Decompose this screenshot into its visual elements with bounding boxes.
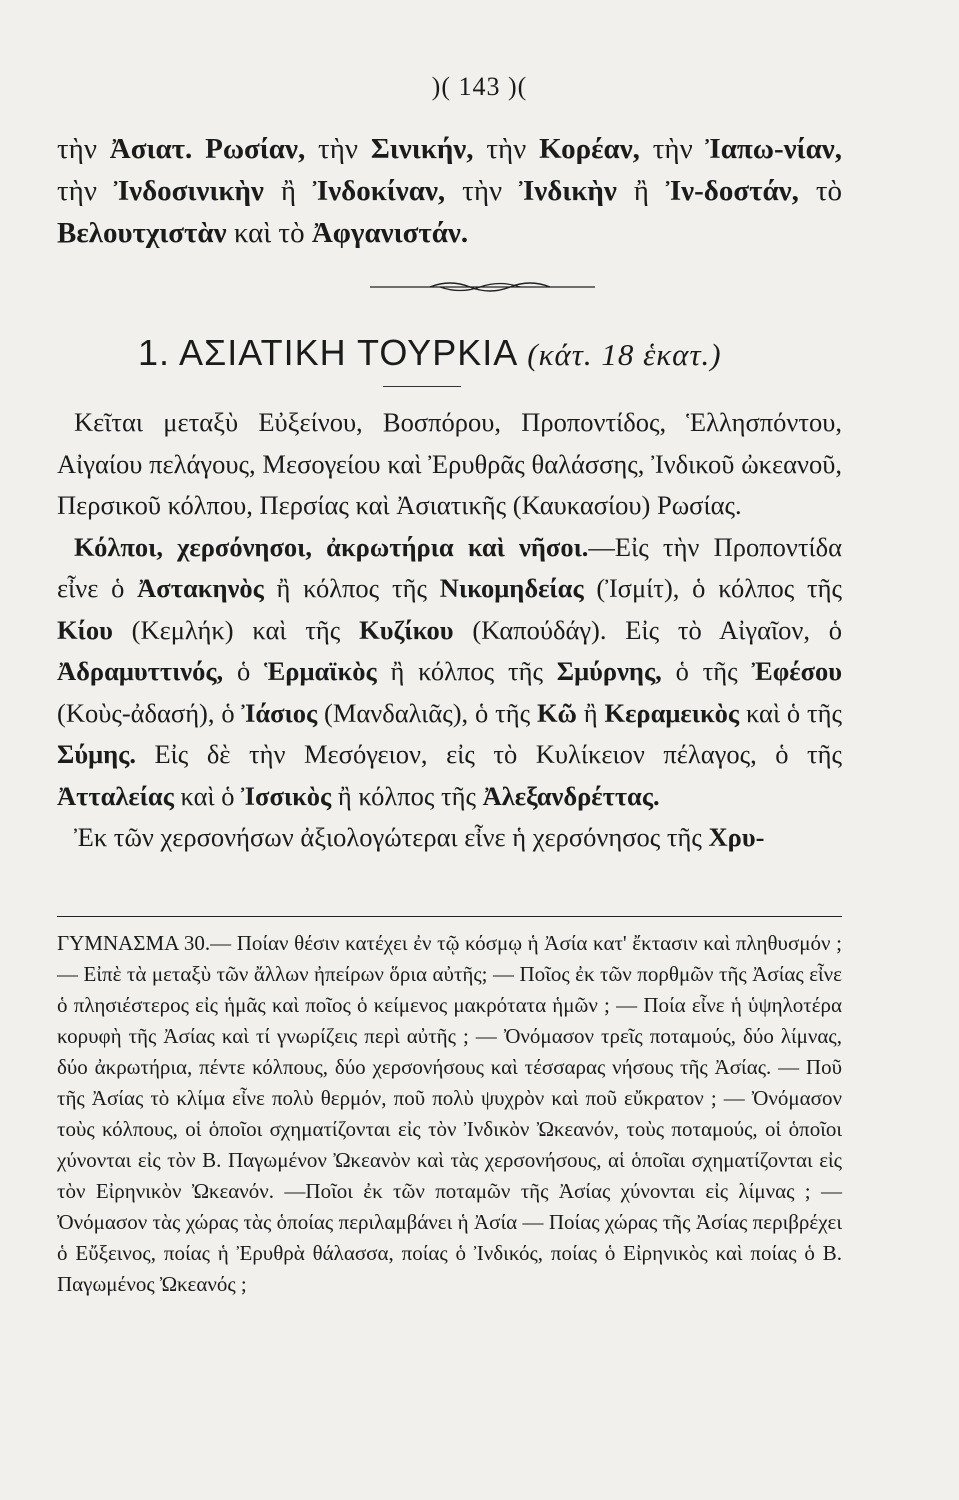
exercise-block (57, 928, 842, 1300)
bold-term: Κόλποι, χερσόνησοι, ἀκρωτήρια καὶ νῆσοι. (74, 531, 589, 562)
text-run: τὴν (305, 133, 371, 165)
text-run: τὴν (639, 133, 706, 165)
bold-term: Ἰάσιος (241, 697, 318, 728)
text-run: τὴν (473, 133, 540, 165)
text-run: τὴν (57, 133, 110, 165)
text-run: ὁ τῆς (661, 656, 752, 686)
bold-term: Ἀτταλείας (57, 780, 174, 811)
bold-term: Κίου (57, 614, 113, 645)
text-run: καὶ τὸ (226, 217, 312, 249)
bold-term: Ἀσιατ. Ρωσίαν, (109, 133, 306, 165)
text-run: Εἰς δὲ τὴν Μεσόγειον, εἰς τὸ Κυλίκειον πέλαγος, ὁ τῆς (135, 739, 842, 769)
section-title (138, 332, 722, 374)
bold-term: Ἐφέσου (751, 656, 842, 686)
text-run: (Ἰσμίτ), ὁ κόλπος τῆς (583, 573, 842, 603)
text-run: Κεῖται μεταξὺ Εὐξείνου, Βοσπόρου, Προποντίδος, Ἑλλησπόντου, Αἰγαίου πελάγους, Μεσογείου καὶ Ἐρυθρᾶς θαλάσσης, Ἰνδικοῦ ὠκεανοῦ, Περσικοῦ κόλπου, Περσίας καὶ Ἀσιατικῆς (Καυκασίου) Ρωσίας. (57, 407, 842, 520)
exercise-text: ΓΥΜΝΑΣΜΑ 30.— Ποίαν θέσιν κατέχει ἐν τῷ κόσμῳ ἡ Ἀσία κατ' ἔκτασιν καὶ πληθυσμόν ; — Εἰπὲ τὰ μεταξὺ τῶν ἄλλων ἠπείρων ὅρια αὐτῆς; — Ποῖος ἐκ τῶν πορθμῶν τῆς Ἀσίας εἶνε ὁ πλησιέστερος εἰς ἡμᾶς καὶ ποῖος ὁ κείμενος μακρότατα ἡμῶν ; — Ποία εἶνε ἡ ὑψηλοτέρα κορυφὴ τῆς Ἀσίας καὶ τί γνωρίζεις περὶ αὐτῆς ; — Ὀνόμασον τρεῖς ποταμούς, δύο λίμνας, δύο ἀκρωτήρια, πέντε κόλπους, δύο χερσονήσους καὶ τέσσαρας νήσους τῆς Ἀσίας. — Ποῦ τῆς Ἀσίας τὸ κλίμα εἶνε πολὺ θερμόν, ποῦ πολὺ ψυχρὸν καὶ ποῦ εὔκρατον ; — Ὀνόμασον τοὺς κόλπους, οἱ ὁποῖοι σχηματίζονται εἰς τὸν Ἰνδικὸν Ὠκεανόν, τοὺς ποταμούς, οἱ ὁποῖοι χύνονται εἰς τὸν Β. Παγωμένον Ὠκεανὸν καὶ τὰς χερσονήσους, αἱ ὁποῖαι σχηματίζονται εἰς τὸν Εἰρηνικὸν Ὠκεανόν. —Ποῖοι ἐκ τῶν ποταμῶν τῆς Ἀσίας χύνονται εἰς λίμνας ; — Ὀνόμασον τὰς χώρας τὰς ὁποίας περιλαμβάνει ἡ Ἀσία — Ποίας χώρας τῆς Ἀσίας περιβρέχει ὁ Εὔξεινος, ποίας ἡ Ἐρυθρὰ θάλασσα, ποίας ὁ Ἰνδικός, ποίας ὁ Εἰρηνικὸς καὶ ποίας ὁ Β. Παγωμένος Ὠκεανός ; (57, 931, 842, 1296)
text-run: ἢ κόλπος τῆς (376, 656, 557, 686)
bold-term: Ἑρμαϊκὸς (264, 656, 377, 686)
bold-term: Χρυ- (708, 822, 765, 852)
text-run: (Καπούδάγ). Εἰς τὸ Αἰγαῖον, ὁ (453, 614, 842, 645)
text-run: τὴν (445, 175, 520, 207)
text-run: (Κοὺς-ἀδασή), ὁ (57, 697, 242, 728)
text-run: καὶ ὁ (173, 780, 242, 811)
text-run: ἢ (616, 175, 666, 207)
intro-paragraph (57, 128, 842, 254)
bold-term: Κῶ (536, 697, 577, 728)
title-underline (383, 386, 461, 387)
main-text (57, 402, 842, 859)
page-number: )( 143 )( (431, 72, 528, 101)
bold-term: Κυζίκου (359, 614, 454, 645)
footnote-rule (57, 916, 842, 917)
text-run: ἢ (263, 175, 314, 207)
bold-term: Ἰν-δοστάν, (665, 175, 799, 207)
section-title-text: 1. ΑΣΙΑΤΙΚΗ ΤΟΥΡΚΙΑ (138, 332, 517, 373)
bold-term: Ἰσσικὸς (241, 780, 332, 811)
text-run: ἢ (576, 697, 605, 728)
bold-term: Βελουτχιστὰν (57, 217, 227, 249)
bold-term: Ἀδραμυττινός, (57, 656, 224, 686)
bold-term: Ἀλεξανδρέττας. (482, 780, 660, 811)
bold-term: Ἰνδοσινικὴν (113, 175, 264, 207)
paragraph (57, 527, 842, 818)
bold-term: Σμύρνης, (556, 656, 662, 686)
text-run: καὶ ὁ τῆς (739, 697, 843, 728)
text-run: ἢ κόλπος τῆς (331, 780, 483, 811)
text-run: τὴν (57, 175, 114, 207)
section-note: (κάτ. 18 ἑκατ.) (527, 337, 722, 372)
paragraph (57, 817, 842, 859)
bold-term: Ἀφγανιστάν. (311, 217, 469, 249)
bold-term: Ἰνδοκίναν, (313, 175, 446, 207)
text-run: —Εἰς τὴν Προποντίδα εἶνε ὁ (57, 531, 842, 603)
bold-term: Νικομηδείας (439, 573, 584, 603)
paragraph (57, 402, 842, 527)
bold-term: Ἀστακηνὸς (137, 573, 264, 603)
text-run: ὁ (223, 656, 265, 686)
text-run: (Μανδαλιᾶς), ὁ τῆς (317, 697, 537, 728)
bold-term: Σινικήν, (370, 133, 474, 165)
bold-term: Ἰνδικὴν (519, 175, 617, 207)
bold-term: Κεραμεικὸς (604, 697, 740, 728)
text-run: ἢ κόλπος τῆς (263, 573, 440, 603)
bold-term: Κορέαν, (539, 133, 640, 165)
text-run: τὸ (798, 175, 843, 207)
text-run: (Κεμλήκ) καὶ τῆς (112, 614, 360, 645)
text-run: Ἐκ τῶν χερσονήσων ἀξιολογώτεραι εἶνε ἡ χερσόνησος τῆς (74, 822, 709, 852)
bold-term: Ἰαπω-νίαν, (705, 133, 842, 165)
bold-term: Σύμης. (57, 739, 136, 769)
ornament-divider (370, 276, 595, 298)
